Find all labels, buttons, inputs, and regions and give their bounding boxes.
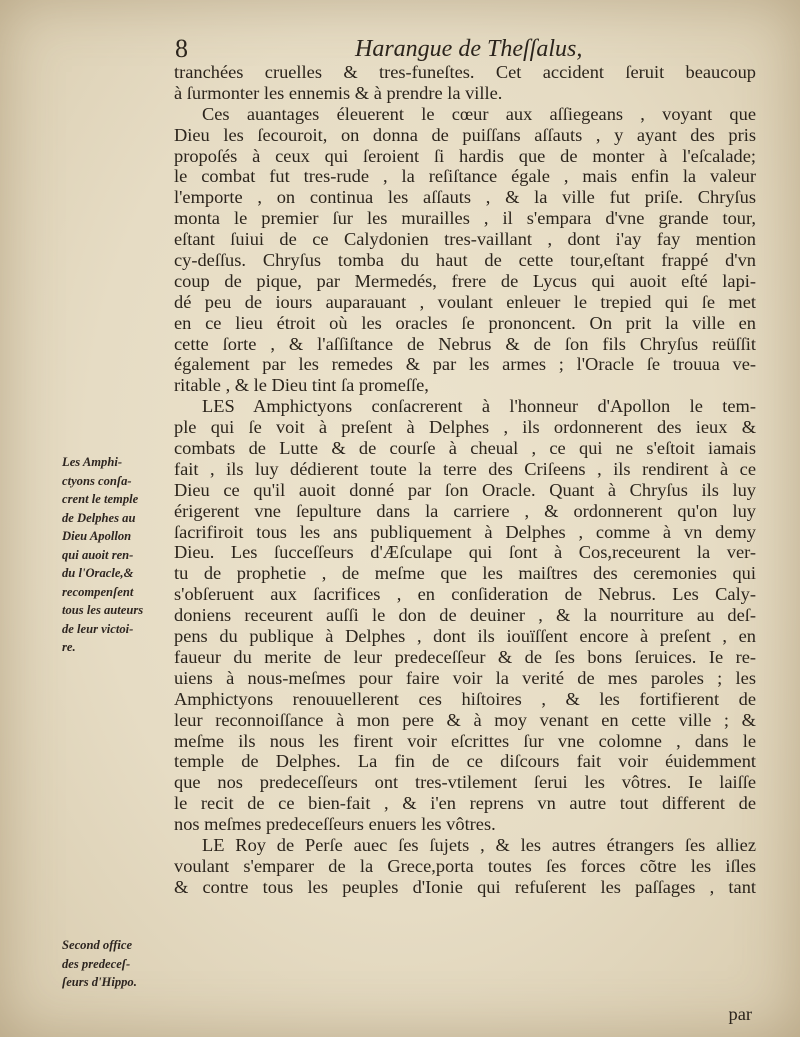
text-line: combats de Lutte & de courſe à cheual , ce qui ne s'eſtoit iamais: [174, 438, 756, 459]
text-line: s'obſeruent aux ſacrifices , en conſideration de Nebrus. Les Caly-: [174, 584, 756, 605]
text-line: également par les remedes & par les armes ; l'Oracle ſe trouua ve-: [174, 354, 756, 375]
text-line: Dieu. Les ſucceſſeurs d'Æſculape qui ſont à Cos,receurent la ver-: [174, 542, 756, 563]
text-line: temple de Delphes. La fin de ce diſcours fait voir éuidemment: [174, 751, 756, 772]
text-line: doniens receurent auſſi le don de deuiner , & la nourriture au deſ-: [174, 605, 756, 626]
running-head: Harangue de Theſſalus,: [355, 36, 583, 62]
text-line: nos meſmes predeceſſeurs enuers les vôtres.: [174, 814, 496, 835]
text-line: meſme ils nous les firent voir eſcrittes ſur vne colomne , dans le: [174, 730, 756, 751]
margin-note-line: ſeurs d'Hippo.: [62, 975, 137, 989]
margin-note-line: crent le temple: [62, 492, 139, 506]
text-line: cy-deſſus. Chryſus tomba du haut de cette tour,eſtant frappé d'vn: [174, 250, 756, 271]
text-line: que nos predeceſſeurs ont tres-vtilement ſerui les vôtres. Ie laiſſe: [174, 772, 756, 793]
text-line: voulant s'emparer de la Grece,porta toutes ſes forces cõtre les iſles: [174, 855, 756, 876]
text-line: coup de pique, par Mermedés, frere de Lycus qui auoit eſté lapi-: [174, 270, 756, 291]
text-line: cette ſorte , & l'aſſiſtance de Nebrus & de ſon fils Chryſus reüſſit: [174, 333, 756, 354]
text-line: & contre tous les peuples d'Ionie qui refuſerent les paſſages , tant: [174, 876, 756, 897]
text-line: uiens à nous-meſmes pour faire voir la verité de mes paroles ; les: [174, 667, 756, 688]
text-line: LE Roy de Perſe auec ſes ſujets , & les autres étrangers ſes alliez: [202, 834, 756, 855]
margin-note-line: de leur victoi-: [62, 621, 134, 636]
text-line: le combat fut tres-rude , la reſiſtance égale , mais enfin la valeur: [174, 166, 756, 187]
text-line: pens du publique à Delphes , dont ils iouïſſent encore à preſent , en: [174, 626, 756, 647]
text-line: l'emporte , on continua les aſſauts , & la ville fut priſe. Chryſus: [174, 187, 756, 208]
text-line: Ces auantages éleuerent le cœur aux aſſiegeans , voyant que: [202, 103, 756, 124]
text-line: à ſurmonter les ennemis & à prendre la ville.: [174, 82, 503, 103]
margin-note-line: re.: [62, 640, 76, 654]
text-line: Amphictyons renouuellerent ces hiſtoires , & les fortifierent de: [174, 688, 756, 709]
margin-note-line: ctyons conſa-: [62, 473, 132, 488]
text-line: propoſés à ceux qui ſeroient ſi hardis que de monter à l'eſcalade;: [174, 145, 756, 166]
text-line: ſacrifiroit tous les ans publiquement à Delphes , comme à vn demy: [174, 521, 756, 542]
text-line: dé peu de iours auparauant , voulant enleuer le trepied qui ſe met: [174, 291, 756, 312]
margin-note-line: des predeceſ-: [62, 956, 131, 971]
margin-note-line: tous les auteurs: [62, 603, 144, 617]
margin-note-line: du l'Oracle,&: [62, 566, 134, 580]
text-line: monta le premier ſur les murailles , il s'empara d'vne grande tour,: [174, 208, 756, 229]
margin-note-line: qui auoit ren-: [62, 547, 134, 562]
margin-note-line: de Delphes au: [62, 510, 136, 525]
text-line: Dieu ce qu'il auoit donné par ſon Oracle. Quant à Chryſus ils luy: [174, 479, 756, 500]
margin-note-amphictyons: [62, 453, 174, 657]
text-line: tranchées cruelles & tres-funeſtes. Cet accident ſeruit beaucoup: [174, 62, 756, 82]
text-line: érigerent vne ſepulture dans la carriere , & ordonnerent qu'on luy: [174, 500, 756, 521]
text-line: eſtant ſuiui de ce Calydonien tres-vaillant , dont i'ay fay mention: [174, 229, 756, 250]
text-line: LES Amphictyons conſacrerent à l'honneur d'Apollon le tem-: [202, 396, 756, 417]
text-line: le recit de ce bien-fait , & i'en reprens vn autre tout different de: [174, 793, 756, 814]
margin-note-line: Les Amphi-: [62, 455, 123, 469]
text-line: ritable , & le Dieu tint ſa promeſſe,: [174, 375, 429, 396]
text-line: leur reconnoiſſance à mon pere & à moy venant en cette ville ; &: [174, 709, 756, 730]
margin-note-second-office: [62, 936, 174, 992]
margin-note-line: Dieu Apollon: [62, 529, 132, 543]
text-line: fait , ils luy dédierent toute la terre des Criſeens , ils rendirent à ce: [174, 458, 756, 479]
page-number: 8: [175, 34, 188, 63]
margin-note-line: Second office: [62, 938, 133, 952]
text-line: tu de prophetie , de meſme que les maiſtres des ceremonies qui: [174, 563, 756, 584]
text-line: faueur du merite de leur predeceſſeur & de ſes bons ſeruices. Ie re-: [174, 646, 756, 667]
text-line: ple qui ſe voit à preſent à Delphes , ils ordonnerent des ieux &: [174, 417, 756, 438]
text-line: en ce lieu étroit où les oracles ſe prononcent. On prit la ville en: [174, 312, 756, 333]
margin-note-line: recompenſent: [62, 584, 134, 599]
catchword: par: [728, 1004, 752, 1024]
text-line: Dieu les ſecouroit, on donna de puiſſans aſſauts , y ayant des pris: [174, 124, 756, 145]
body-text: [174, 62, 756, 898]
